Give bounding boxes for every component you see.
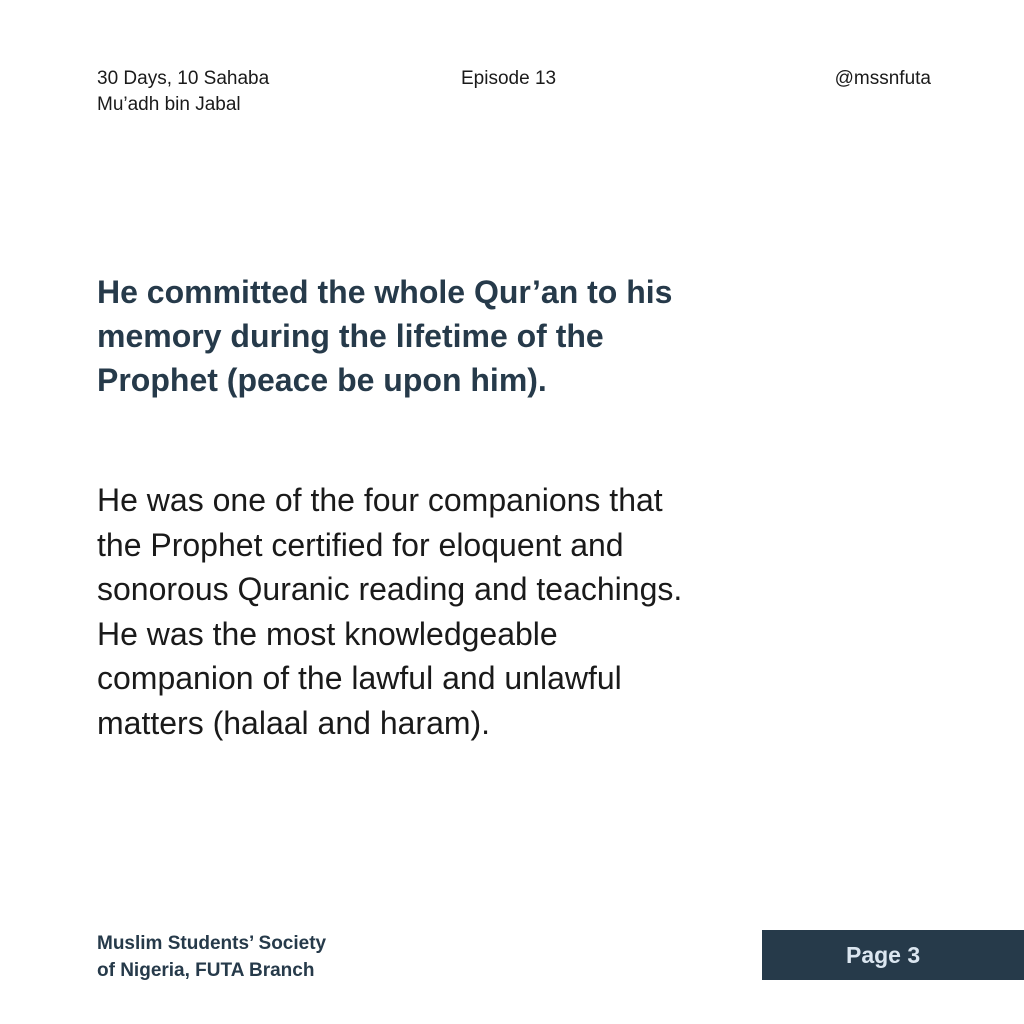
series-title: 30 Days, 10 Sahaba: [97, 68, 270, 89]
header-series-block: [97, 66, 269, 118]
subject-name: Mu’adh bin Jabal: [97, 94, 241, 115]
body-line: He was one of the four companions that: [97, 482, 663, 518]
body-line: sonorous Quranic reading and teachings.: [97, 571, 683, 607]
page-number-label: Page 3: [846, 941, 921, 968]
social-handle: @mssnfuta: [834, 68, 931, 89]
body-line: He was the most knowledgeable: [97, 615, 558, 652]
headline-line: Prophet (peace be upon him).: [97, 362, 547, 398]
body-line: the Prophet certified for eloquent and: [97, 526, 624, 563]
body-paragraph: [97, 478, 797, 745]
headline-line: memory during the lifetime of the: [97, 318, 604, 354]
organization-name-line: of Nigeria, FUTA Branch: [97, 960, 315, 981]
headline: [97, 270, 797, 402]
organization-name: [97, 930, 326, 984]
body-line: companion of the lawful and unlawful: [97, 660, 622, 696]
page-number-tag: [762, 930, 1024, 980]
body-line: matters (halaal and haram).: [97, 704, 491, 741]
episode-label: Episode 13: [461, 68, 557, 89]
organization-name-line: Muslim Students’ Society: [97, 933, 327, 954]
headline-line: He committed the whole Qur’an to his: [97, 274, 673, 310]
